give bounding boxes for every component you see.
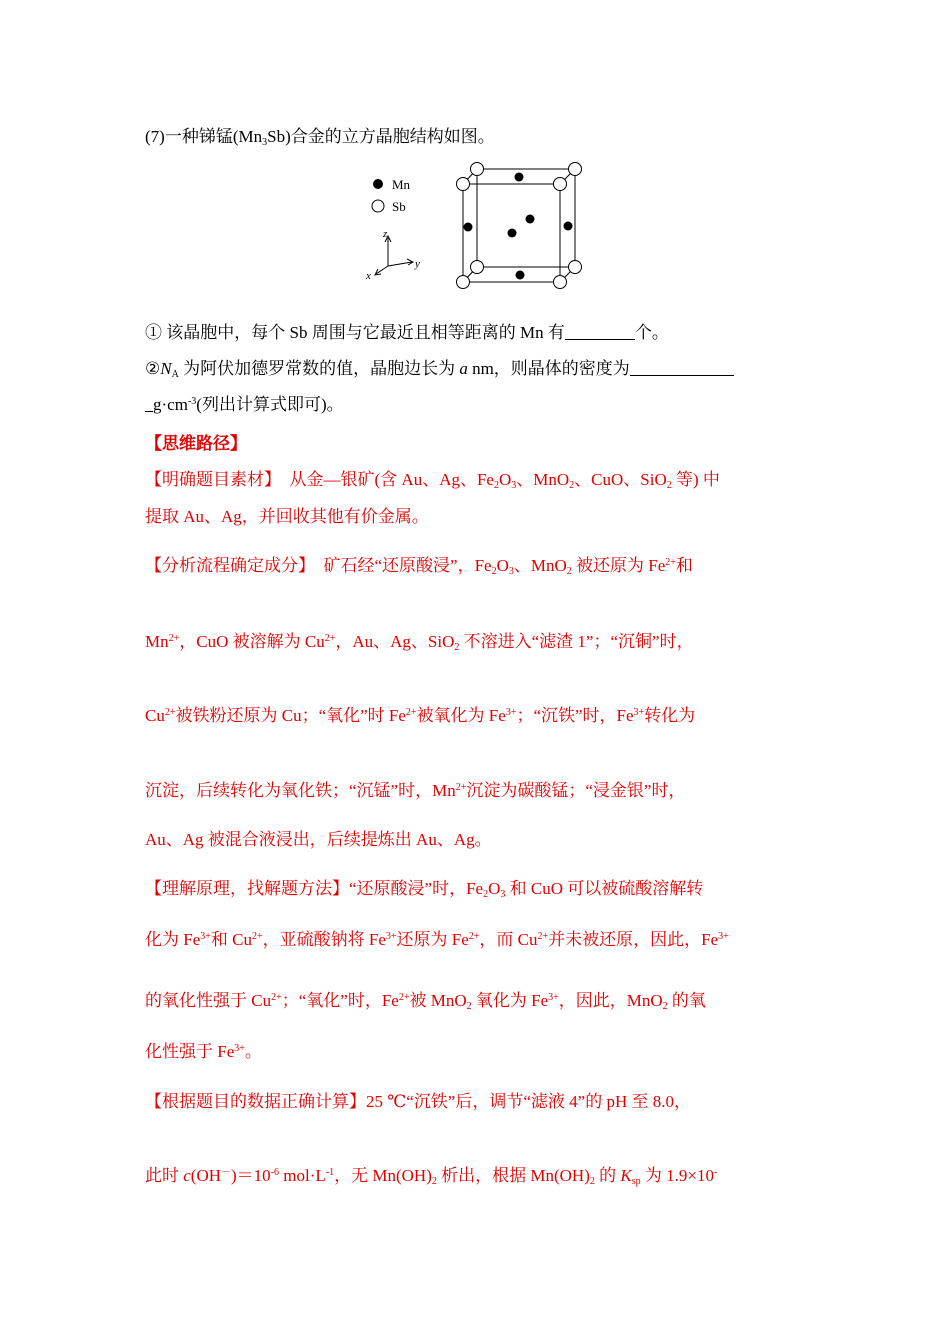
superscript: -1 <box>325 1167 335 1178</box>
superscript: - <box>713 1167 718 1178</box>
text-segment: 矿石经“还原酸浸”，Fe <box>306 556 492 575</box>
text-segment: ，无 Mn(OH) <box>334 1166 432 1185</box>
text-segment: 、CuO、SiO <box>574 470 667 489</box>
principle-l1-rich <box>349 879 703 898</box>
text-segment: 的氧 <box>667 991 706 1010</box>
text-segment: O <box>496 556 509 575</box>
sub2-label: ② <box>145 359 161 378</box>
sub-question-1 <box>145 322 669 344</box>
subscript: 2 <box>569 480 575 491</box>
text-segment: 从金—银矿(含 Au、Ag、Fe <box>272 470 494 489</box>
sub2-text-b: nm，则晶体的密度为 <box>467 359 630 378</box>
text-segment: 被还原为 Fe <box>571 556 666 575</box>
q7-intro-a: (7)一种锑锰(Mn <box>145 127 263 146</box>
sub2-a-var: a <box>459 359 468 378</box>
text-segment: “还原酸浸”时，Fe <box>349 879 484 898</box>
text-segment: 氧化为 Fe <box>471 991 549 1010</box>
material-l1-rich <box>273 470 720 489</box>
text-segment: 等) 中 <box>671 470 720 489</box>
material-line-1 <box>145 469 720 491</box>
text-segment: 和 <box>675 556 693 575</box>
principle-line-1 <box>145 878 703 900</box>
text-segment: Cu <box>145 706 165 725</box>
text-segment: Mn <box>145 632 169 651</box>
subscript: 2 <box>454 642 460 653</box>
calc-line-1 <box>145 1091 691 1113</box>
subscript: 3 <box>508 566 514 577</box>
sub2-unit: g·cm <box>153 395 188 414</box>
text-segment: mol·L <box>279 1166 326 1185</box>
q7-intro <box>145 126 495 148</box>
text-segment: 为 1.9×10 <box>640 1166 714 1185</box>
superscript: 3+ <box>200 931 211 942</box>
text-segment: ，CuO 被溶解为 Cu <box>179 632 325 651</box>
superscript: － <box>221 1167 232 1178</box>
text-segment: 被铁粉还原为 Cu；“氧化”时 Fe <box>175 706 406 725</box>
principle-line-3 <box>145 990 706 1012</box>
material-head: 【明确题目素材】 <box>145 470 273 489</box>
subscript: 2 <box>483 889 489 900</box>
superscript: 3+ <box>234 1043 245 1054</box>
subscript: 2 <box>466 1001 472 1012</box>
sub2-answer-blank-1[interactable] <box>630 359 734 376</box>
subscript: 3 <box>511 480 517 491</box>
superscript: 3+ <box>718 931 729 942</box>
analysis-line-3 <box>145 705 695 727</box>
subscript: 2 <box>566 566 572 577</box>
text-segment: 沉淀，后续转化为氧化铁；“沉锰”时，Mn <box>145 781 456 800</box>
superscript: 2+ <box>324 633 336 644</box>
text-segment: ；“沉铁”时，Fe <box>516 706 634 725</box>
superscript: 3+ <box>633 707 645 718</box>
sub2-answer-blank-2[interactable] <box>145 395 153 412</box>
legend-mn-dot <box>373 179 383 189</box>
calc-head: 【根据题目的数据正确计算】 <box>145 1092 366 1111</box>
analysis-l1-rich <box>307 556 693 575</box>
superscript: 2+ <box>537 931 549 942</box>
sub-question-2-cont <box>145 394 344 416</box>
axis-z-label: z <box>383 228 388 240</box>
material-line-2: 提取 Au、Ag，并回收其他有价金属。 <box>145 507 429 526</box>
subscript: 2 <box>431 1176 437 1187</box>
text-segment: 的氧化性强于 Cu <box>145 991 272 1010</box>
text-segment: 。 <box>244 1042 262 1061</box>
legend-mn-label: Mn <box>392 177 411 192</box>
text-segment: 和 Cu <box>210 930 252 949</box>
superscript: 2+ <box>405 707 417 718</box>
text-segment: 转化为 <box>644 706 696 725</box>
text-segment: 被氧化为 Fe <box>416 706 506 725</box>
principle-line-2 <box>145 929 729 951</box>
superscript: 3+ <box>505 707 517 718</box>
principle-head: 【理解原理，找解题方法】 <box>145 879 349 898</box>
text-segment: 和 CuO 可以被硫酸溶解转 <box>505 879 704 898</box>
text-segment: 、MnO <box>513 556 567 575</box>
subscript: 2 <box>589 1176 595 1187</box>
italic-symbol: K <box>620 1166 632 1185</box>
legend-sb-circle <box>372 200 384 212</box>
sub2-na: N <box>160 359 172 378</box>
text-segment: 沉淀为碳酸锰；“浸金银”时， <box>466 781 686 800</box>
sub1-text-a: ① 该晶胞中，每个 Sb 周围与它最近且相等距离的 Mn 有 <box>145 323 565 342</box>
text-segment: 还原为 Fe <box>396 930 469 949</box>
q7-intro-b: Sb)合金的立方晶胞结构如图。 <box>267 127 495 146</box>
thinking-path-title: 【思维路径】 <box>145 434 247 453</box>
subscript: sp <box>631 1176 641 1187</box>
text-segment: ，Au、Ag、SiO <box>335 632 455 651</box>
superscript: 2+ <box>468 931 480 942</box>
sub1-answer-blank[interactable] <box>565 323 635 340</box>
superscript: 3+ <box>548 992 559 1003</box>
calc-line-2 <box>145 1165 717 1187</box>
calc-l1-rich <box>366 1092 691 1111</box>
italic-symbol: c <box>183 1166 191 1185</box>
text-segment: 并未被还原，因此，Fe <box>548 930 719 949</box>
sub2-na-sub: A <box>171 369 179 380</box>
superscript: 2+ <box>164 707 176 718</box>
text-segment: Au、Ag 被混合液浸出，后续提炼出 Au、Ag。 <box>145 830 492 849</box>
superscript: -6 <box>270 1167 280 1178</box>
text-segment: ；“氧化”时，Fe <box>281 991 399 1010</box>
analysis-head: 【分析流程确定成分】 <box>145 556 307 575</box>
text-segment: 25 ℃“沉铁”后，调节“滤液 4”的 pH 至 8.0， <box>366 1092 691 1111</box>
superscript: 2+ <box>455 782 467 793</box>
text-segment: 、MnO <box>516 470 570 489</box>
text-segment: O <box>488 879 501 898</box>
text-segment: (OH <box>190 1166 222 1185</box>
principle-line-4 <box>145 1041 262 1063</box>
analysis-line-1 <box>145 555 693 577</box>
text-segment: ，因此，MnO <box>558 991 663 1010</box>
superscript: 2+ <box>251 931 263 942</box>
text-segment: 化性强于 Fe <box>145 1042 235 1061</box>
q7-intro-sub: 3 <box>262 137 268 148</box>
analysis-line-4 <box>145 780 685 802</box>
superscript: 2+ <box>665 557 676 568</box>
text-segment: 此时 <box>145 1166 184 1185</box>
subscript: 2 <box>662 1001 668 1012</box>
sub-question-2 <box>145 358 734 380</box>
axis-y-label: y <box>415 258 420 270</box>
text-segment: )＝10 <box>231 1166 271 1185</box>
text-segment: ，亚硫酸钠将 Fe <box>262 930 386 949</box>
text-segment: 化为 Fe <box>145 930 201 949</box>
text-segment: 析出，根据 Mn(OH) <box>436 1166 590 1185</box>
sub2-tail: (列出计算式即可)。 <box>196 395 344 414</box>
text-segment: 的 <box>594 1166 621 1185</box>
text-segment: 被 MnO <box>409 991 467 1010</box>
crystal-cell-figure <box>360 158 600 292</box>
axis-x-label: x <box>366 270 371 282</box>
subscript: 2 <box>666 480 672 491</box>
superscript: 2+ <box>271 992 282 1003</box>
superscript: 2+ <box>168 633 180 644</box>
text-segment: 不溶进入“滤渣 1”；“沉铜”时， <box>459 632 694 651</box>
sub2-unit-sup: -3 <box>187 396 197 407</box>
subscript: 2 <box>491 566 497 577</box>
superscript: 2+ <box>398 992 410 1003</box>
axis-gizmo <box>375 236 413 275</box>
sub2-text-a: 为阿伏加德罗常数的值，晶胞边长为 <box>178 359 460 378</box>
legend-sb-label: Sb <box>392 199 406 214</box>
text-segment: ，而 Cu <box>479 930 538 949</box>
text-segment: O <box>498 470 512 489</box>
sub1-text-b: 个。 <box>634 323 669 342</box>
superscript: 3+ <box>385 931 397 942</box>
analysis-line-5 <box>145 829 492 851</box>
analysis-line-2 <box>145 631 694 653</box>
subscript: 2 <box>493 480 499 491</box>
subscript: 3 <box>500 889 506 900</box>
